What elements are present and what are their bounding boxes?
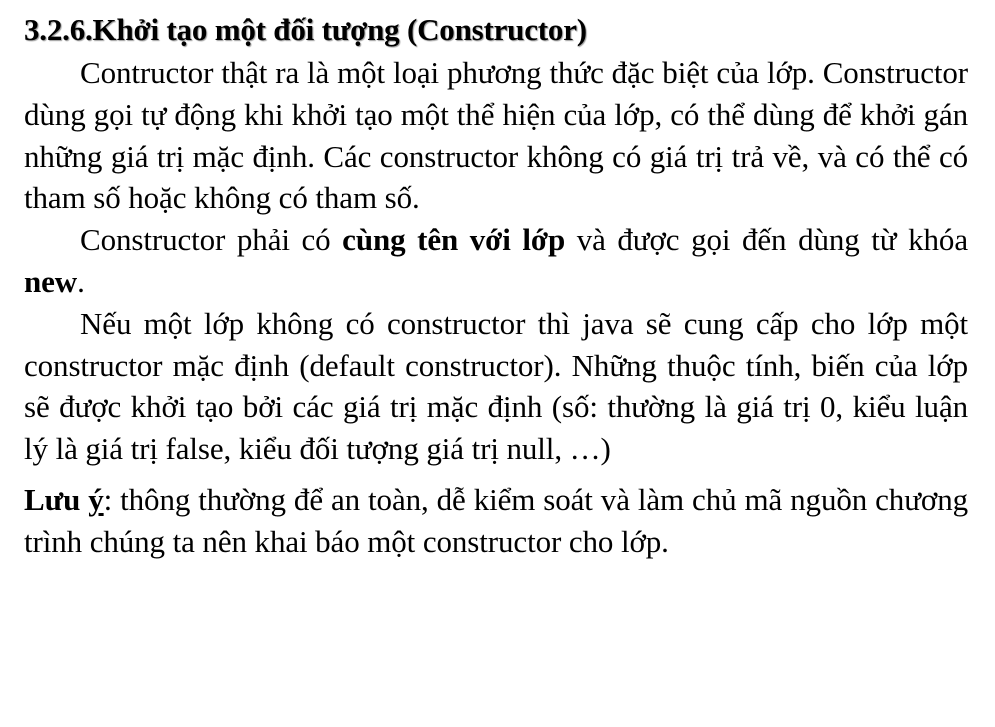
- note-text: : thông thường để an toàn, dễ kiểm soát và làm chủ mã nguồn chương trình chúng ta nên khai báo một constructor cho lớp.: [24, 481, 968, 559]
- note-label: Lưu: [24, 481, 89, 517]
- paragraph-text: và được gọi đến dùng từ khóa: [565, 222, 968, 258]
- section-heading: 3.2.6.Khởi tạo một đối tượng (Constructor): [24, 12, 587, 47]
- paragraph-default-constructor: Nếu một lớp không có constructor thì java sẽ cung cấp cho lớp một constructor mặc định (default constructor). Những thuộc tính, biến của lớp sẽ được khởi tạo bởi các giá trị mặc định (số: thường là giá trị 0, kiểu luận lý là giá trị false, kiểu đối tượng giá trị null, …): [24, 305, 968, 467]
- paragraph-constructor-naming: [24, 219, 968, 303]
- document-page: [24, 10, 968, 563]
- paragraph-text: .: [77, 263, 85, 299]
- paragraph-text: Constructor phải có: [80, 222, 343, 258]
- note-label-underlined: ý: [88, 481, 104, 517]
- keyword-new: new: [24, 263, 78, 299]
- paragraph-constructor-definition: Contructor thật ra là một loại phương thức đặc biệt của lớp. Constructor dùng gọi tự động khi khởi tạo một thể hiện của lớp, có thể dùng để khởi gán những giá trị mặc định. Các constructor không có giá trị trả về, và có thể có tham số hoặc không có tham số.: [24, 55, 968, 216]
- emphasis-same-name: cùng tên với lớp: [342, 222, 566, 258]
- note-paragraph: [24, 479, 968, 563]
